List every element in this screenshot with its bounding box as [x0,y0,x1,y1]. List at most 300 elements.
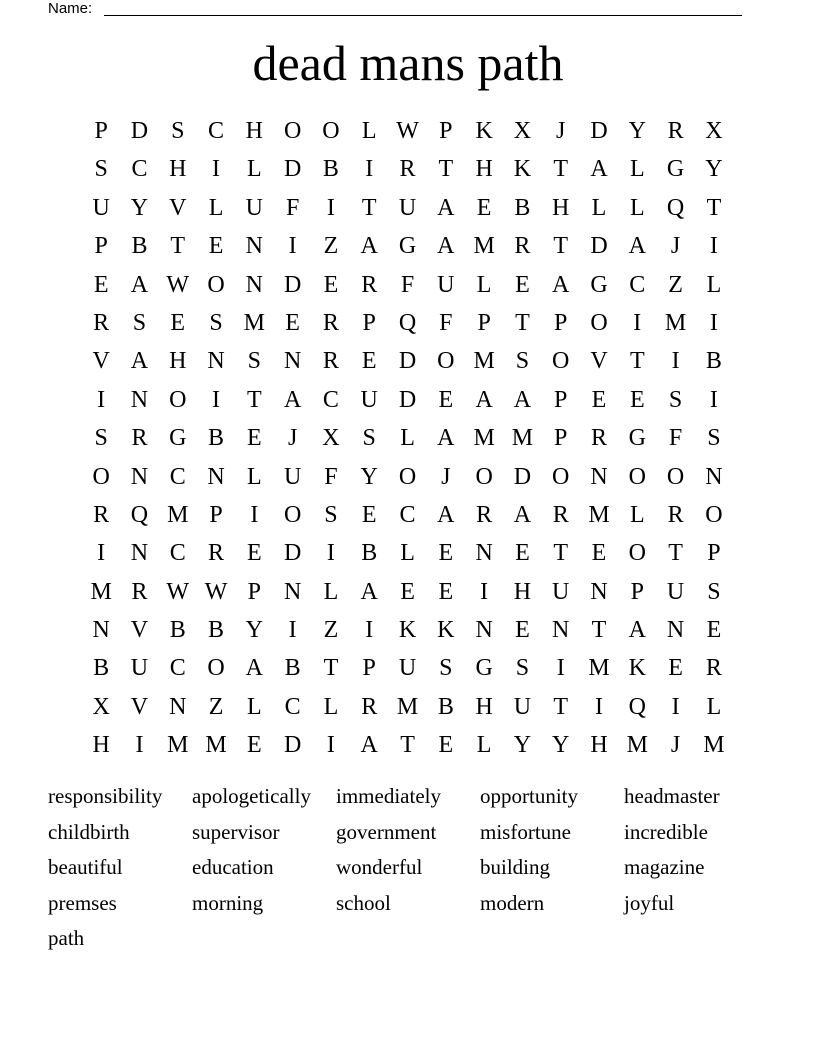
grid-letter: M [626,732,648,759]
grid-letter: S [209,309,223,336]
grid-letter: I [709,233,718,260]
grid-letter: E [247,425,262,452]
grid-letter: L [591,194,607,221]
grid-letter: I [326,732,335,759]
grid-letter: S [247,348,262,375]
grid-letter: G [590,271,608,298]
grid-letter: D [513,463,532,490]
grid-letter: A [628,233,646,260]
grid-letter: U [552,578,570,605]
grid-letter: L [400,425,415,452]
grid-letter: R [131,425,148,452]
grid-letter: U [398,194,417,221]
grid-letter: P [209,501,223,528]
grid-row [82,649,734,687]
grid-letter: R [667,501,684,528]
grid-letter: L [629,194,645,221]
grid-letter: L [629,501,645,528]
grid-letter: X [513,118,532,144]
grid-letter: I [709,309,718,336]
grid-letter: E [515,540,530,567]
grid-letter: S [668,386,683,413]
grid-letter: L [476,271,492,298]
grid-letter: Z [208,693,224,720]
grid-letter: O [475,463,493,490]
grid-letter: N [283,578,302,605]
grid-letter: T [170,233,186,260]
grid-letter: B [169,617,186,644]
grid-letter: W [396,118,419,144]
grid-letter: R [667,118,684,144]
grid-letter: V [130,693,149,720]
name-label: Name: [48,0,93,17]
grid-letter: O [322,118,340,144]
grid-letter: P [362,309,376,336]
grid-letter: N [705,463,723,490]
grid-letter: M [167,501,189,528]
grid-letter: C [169,540,186,567]
grid-letter: P [630,578,644,605]
grid-letter: D [398,386,417,413]
word-list [48,780,778,958]
grid-letter: U [437,271,455,298]
grid-letter: A [437,425,455,452]
grid-letter: I [365,156,374,183]
grid-letter: T [361,194,377,221]
grid-letter: R [399,156,416,183]
grid-letter: I [326,194,335,221]
grid-letter: O [283,118,302,144]
grid-letter: O [628,540,646,567]
grid-letter: B [131,233,148,260]
grid-row [82,189,734,227]
grid-row [82,342,734,380]
grid-letter: M [511,425,534,452]
grid-letter: P [477,309,491,336]
grid-letter: M [396,693,419,720]
word-list-item: responsibility [48,784,163,808]
grid-letter: S [324,501,338,528]
grid-letter: I [97,386,106,413]
grid-letter: W [166,271,190,298]
grid-row [82,611,734,649]
grid-letter: V [590,348,608,375]
grid-letter: M [588,655,610,682]
grid-letter: N [169,693,187,720]
grid-row [82,266,734,304]
grid-letter: Q [130,501,149,528]
grid-letter: M [243,309,265,336]
grid-letter: O [552,348,570,375]
grid-letter: A [628,617,646,644]
grid-letter: I [595,693,603,720]
grid-letter: T [247,386,262,413]
grid-letter: B [208,425,225,452]
grid-letter: X [322,425,340,452]
grid-letter: P [362,655,376,682]
grid-letter: A [552,271,570,298]
grid-letter: O [207,655,225,682]
grid-letter: H [245,118,263,144]
grid-letter: B [284,655,301,682]
grid-letter: O [628,463,646,490]
grid-letter: F [285,194,300,221]
grid-row [82,496,734,534]
grid-letter: O [590,309,608,336]
page-title: dead mans path [252,35,564,91]
grid-letter: T [553,233,569,260]
grid-letter: L [247,693,262,720]
grid-letter: Z [668,271,683,298]
grid-letter: M [473,425,495,452]
grid-letter: S [707,578,721,605]
grid-letter: P [554,309,568,336]
grid-letter: L [706,271,722,298]
grid-letter: I [288,233,297,260]
grid-letter: A [513,386,532,413]
grid-letter: T [553,156,569,183]
grid-letter: V [169,194,187,221]
grid-row [82,458,734,496]
grid-row [82,227,734,265]
grid-letter: T [706,194,722,221]
name-field [48,0,748,20]
grid-letter: G [169,425,187,452]
grid-letter: H [552,194,570,221]
grid-letter: O [283,501,302,528]
grid-letter: L [323,578,339,605]
grid-letter: Y [245,617,263,644]
grid-letter: K [398,617,417,644]
grid-letter: T [629,348,645,375]
grid-row [82,573,734,611]
grid-letter: A [475,386,493,413]
grid-letter: H [169,348,187,375]
word-list-item: incredible [624,819,708,844]
grid-letter: Q [398,309,417,336]
word-list-item: immediately [336,784,441,808]
grid-letter: E [285,309,300,336]
grid-letter: L [323,693,339,720]
grid-letter: A [130,348,149,375]
grid-letter: X [92,693,110,720]
grid-letter: S [94,156,108,183]
grid-letter: J [670,233,681,260]
grid-letter: E [93,271,109,298]
grid-letter: A [590,156,608,183]
grid-letter: B [93,655,110,682]
grid-letter: F [400,271,415,298]
grid-letter: I [633,309,642,336]
grid-letter: O [437,348,455,375]
grid-letter: N [130,463,149,490]
name-underline [104,15,742,16]
grid-row [82,150,734,188]
grid-letter: E [247,732,262,759]
grid-letter: R [361,693,378,720]
grid-letter: E [170,309,186,336]
grid-letter: C [131,156,148,183]
grid-row [82,419,734,457]
grid-letter: Y [705,156,723,183]
word-list-item: school [336,890,391,915]
grid-letter: C [169,463,186,490]
grid-letter: S [362,425,376,452]
grid-letter: D [283,732,302,759]
grid-letter: R [208,540,225,567]
grid-letter: N [590,578,608,605]
grid-letter: H [590,732,608,759]
grid-letter: I [556,655,565,682]
word-list-item: modern [480,890,545,915]
grid-letter: Q [628,693,646,720]
grid-letter: E [323,271,339,298]
grid-row [82,304,734,342]
grid-letter: A [437,501,455,528]
grid-row [82,112,734,150]
grid-letter: A [513,501,532,528]
grid-letter: T [553,540,569,567]
word-list-item: childbirth [48,819,130,844]
grid-letter: N [283,348,302,375]
grid-letter: T [323,655,339,682]
grid-letter: A [283,386,302,413]
grid-letter: F [324,463,338,490]
grid-letter: R [514,233,531,260]
grid-letter: R [476,501,493,528]
grid-letter: J [670,732,681,759]
grid-letter: Y [130,194,149,221]
grid-letter: E [515,271,530,298]
grid-letter: G [398,233,417,260]
grid-letter: R [131,578,148,605]
grid-letter: E [400,578,415,605]
grid-letter: K [628,655,646,682]
grid-letter: E [668,655,683,682]
grid-letter: W [166,578,190,605]
grid-letter: W [204,578,228,605]
grid-letter: H [169,156,187,183]
grid-letter: N [245,233,263,260]
grid-letter: A [437,233,455,260]
grid-letter: P [439,118,453,144]
grid-letter: R [93,501,110,528]
grid-letter: E [361,501,377,528]
grid-letter: K [513,156,532,183]
grid-letter: I [365,617,374,644]
grid-letter: N [207,348,225,375]
grid-letter: X [705,118,723,144]
grid-letter: T [591,617,607,644]
grid-letter: O [552,463,570,490]
grid-letter: U [666,578,685,605]
grid-letter: A [130,271,149,298]
word-list-item: path [48,926,85,950]
grid-letter: B [361,540,378,567]
grid-letter: T [400,732,415,759]
grid-letter: L [208,194,224,221]
grid-letter: I [212,386,221,413]
grid-letter: E [515,617,530,644]
grid-row [82,726,734,764]
grid-letter: M [473,233,495,260]
grid-letter: F [439,309,453,336]
grid-letter: C [284,693,301,720]
grid-letter: M [664,309,687,336]
word-list-item: apologetically [192,784,311,808]
word-list-item: premses [48,890,117,915]
grid-letter: B [437,693,454,720]
grid-letter: C [169,655,186,682]
grid-letter: E [591,386,607,413]
grid-letter: B [322,156,339,183]
grid-letter: I [671,348,680,375]
grid-letter: C [399,501,416,528]
grid-letter: U [513,693,532,720]
grid-letter: O [207,271,225,298]
grid-letter: I [326,540,335,567]
grid-letter: N [245,271,263,298]
grid-letter: E [591,540,607,567]
grid-letter: R [322,348,339,375]
grid-letter: U [92,194,110,221]
grid-letter: I [250,501,259,528]
grid-letter: R [93,309,110,336]
grid-letter: G [475,655,493,682]
grid-letter: U [130,655,149,682]
grid-letter: D [283,540,302,567]
word-list-item: education [192,855,274,879]
grid-letter: I [709,386,718,413]
grid-letter: A [360,233,378,260]
grid-letter: R [705,655,722,682]
grid-letter: N [552,617,570,644]
grid-letter: K [475,118,493,144]
grid-letter: E [438,578,454,605]
grid-letter: R [552,501,569,528]
grid-letter: M [473,348,495,375]
word-search-grid [82,112,734,772]
grid-letter: G [666,156,685,183]
grid-letter: A [437,194,455,221]
grid-letter: M [90,578,112,605]
grid-letter: V [92,348,110,375]
grid-letter: C [322,386,339,413]
grid-letter: P [554,425,568,452]
grid-letter: B [705,348,722,375]
word-list-item: headmaster [624,784,720,808]
word-list-item: supervisor [192,819,280,844]
grid-letter: S [515,348,530,375]
grid-letter: T [553,693,569,720]
grid-letter: O [92,463,110,490]
grid-letter: S [94,425,108,452]
grid-letter: S [171,118,185,144]
grid-letter: P [94,233,108,260]
grid-letter: T [515,309,530,336]
grid-letter: D [590,118,608,144]
grid-letter: G [628,425,646,452]
grid-letter: N [666,617,685,644]
grid-letter: I [288,617,297,644]
grid-letter: L [629,156,645,183]
grid-letter: O [666,463,685,490]
grid-letter: Y [360,463,378,490]
grid-letter: J [441,463,451,490]
grid-letter: N [92,617,110,644]
grid-letter: M [167,732,189,759]
word-list-item: joyful [624,890,675,915]
grid-letter: U [283,463,302,490]
word-list-item: morning [192,890,264,915]
grid-letter: Z [323,617,339,644]
grid-letter: H [475,156,493,183]
grid-letter: J [556,118,566,144]
grid-row [82,688,734,726]
grid-letter: I [97,540,106,567]
grid-letter: N [590,463,608,490]
grid-letter: I [135,732,144,759]
word-list-item: magazine [624,855,705,879]
grid-letter: E [476,194,492,221]
grid-letter: O [705,501,723,528]
grid-letter: D [590,233,608,260]
grid-letter: D [398,348,417,375]
grid-letter: N [475,617,493,644]
grid-letter: D [283,271,302,298]
grid-letter: P [554,386,568,413]
grid-letter: E [438,732,454,759]
grid-letter: M [703,732,725,759]
grid-letter: I [212,156,221,183]
grid-letter: K [437,617,455,644]
word-list-item: wonderful [336,855,423,879]
grid-letter: E [629,386,645,413]
grid-letter: M [588,501,610,528]
grid-letter: Y [513,732,532,759]
grid-letter: Q [666,194,685,221]
grid-letter: E [361,348,377,375]
grid-letter: A [245,655,263,682]
grid-letter: P [707,540,721,567]
grid-letter: L [476,732,492,759]
grid-letter: A [360,578,378,605]
grid-letter: N [207,463,225,490]
word-list-item: opportunity [480,784,578,808]
grid-letter: R [322,309,339,336]
grid-letter: N [475,540,493,567]
grid-letter: Y [628,118,646,144]
grid-letter: S [515,655,530,682]
grid-letter: R [361,271,378,298]
word-list-item: misfortune [480,819,571,844]
grid-letter: L [247,463,262,490]
grid-letter: R [591,425,608,452]
grid-letter: E [438,540,454,567]
grid-letter: O [398,463,417,490]
grid-letter: E [247,540,262,567]
grid-letter: I [671,693,680,720]
grid-letter: U [360,386,378,413]
grid-letter: E [438,386,454,413]
grid-letter: L [706,693,722,720]
grid-letter: T [668,540,683,567]
grid-letter: N [130,386,149,413]
grid-letter: L [247,156,262,183]
grid-letter: D [283,156,302,183]
word-list-item: beautiful [48,855,123,879]
grid-letter: Y [552,732,570,759]
